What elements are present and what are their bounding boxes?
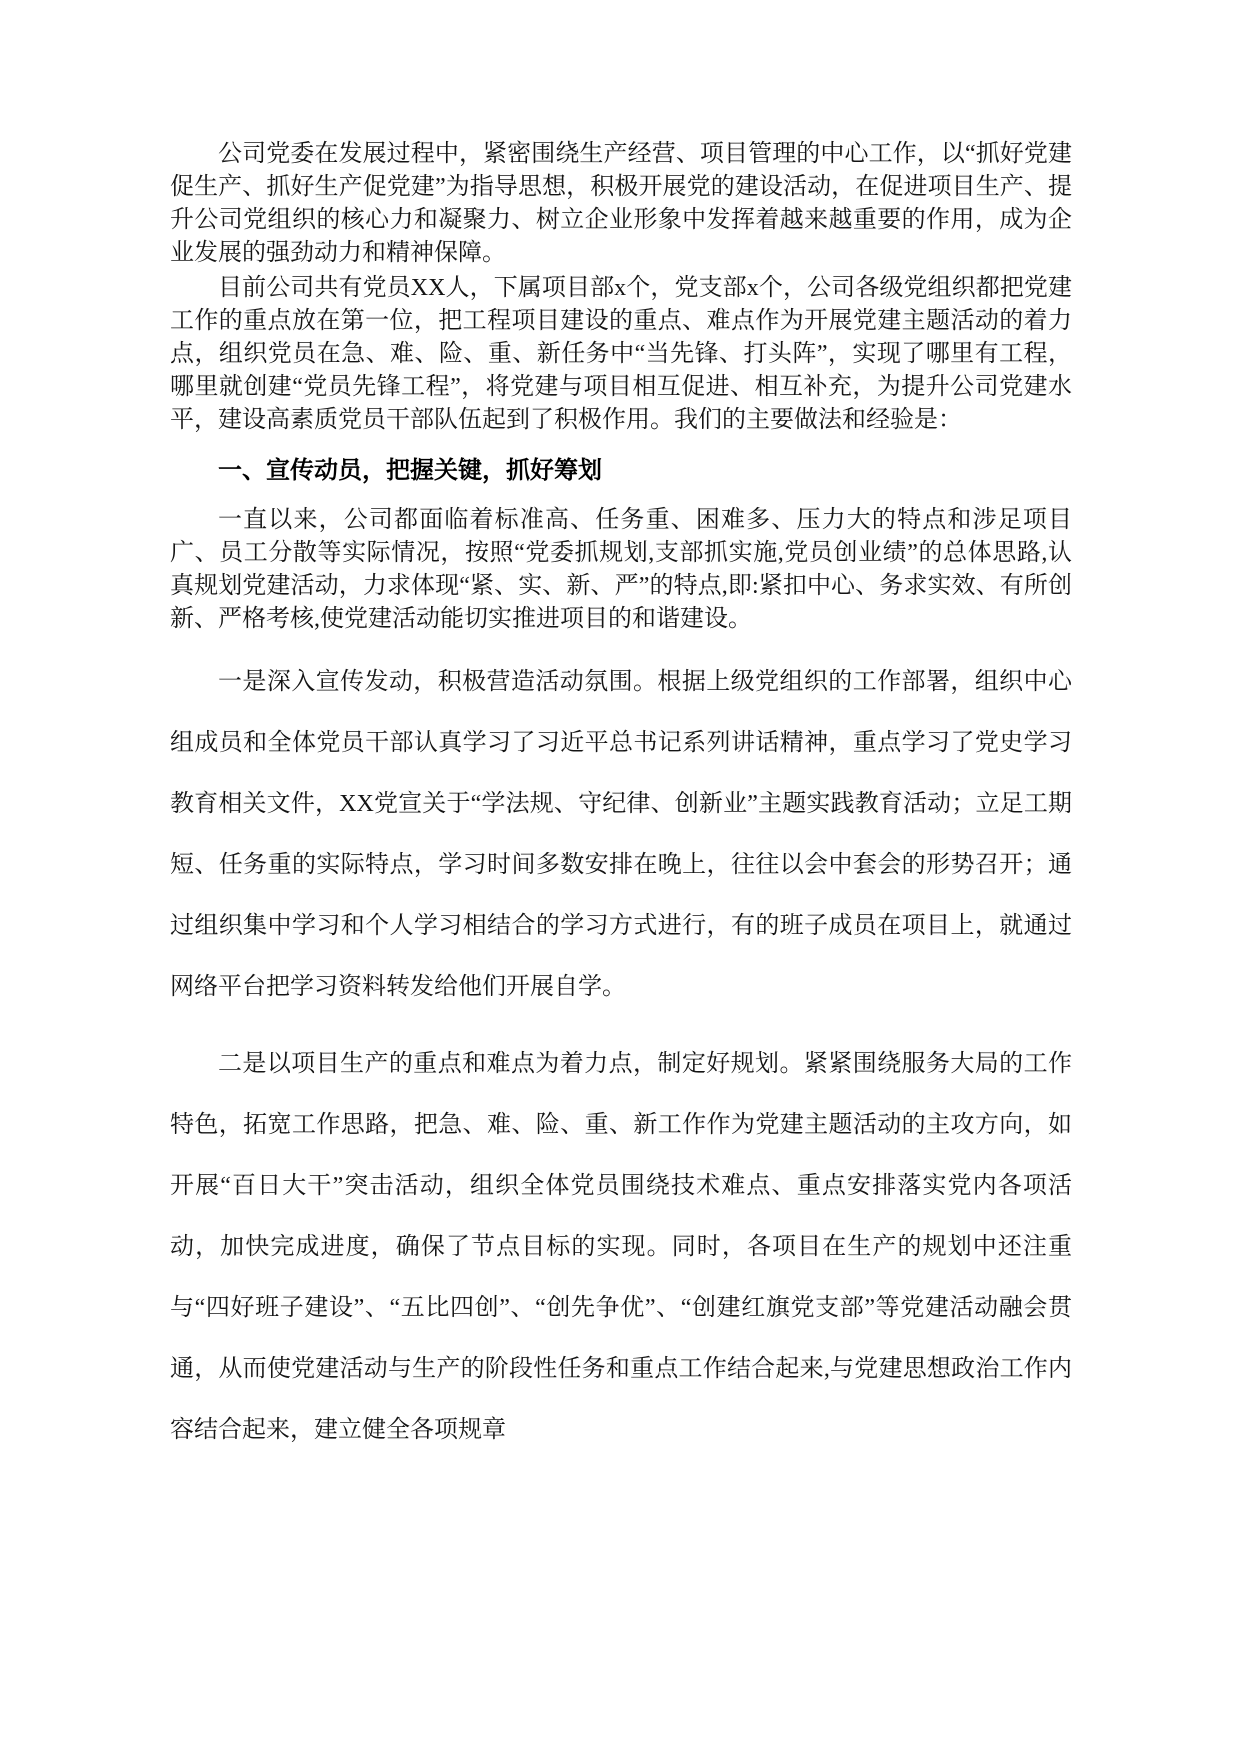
overview-paragraph: 目前公司共有党员XX人，下属项目部x个，党支部x个，公司各级党组织都把党建工作的重点放在第一位，把工程项目建设的重点、难点作为开展党建主题活动的着力点，组织党员在急、难、险、重、新任务中“当先锋、打头阵”，实现了哪里有工程，哪里就创建“党员先锋工程”，将党建与项目相互促进、相互补充，为提升公司党建水平，建设高素质党员干部队伍起到了积极作用。我们的主要做法和经验是： — [170, 275, 1072, 433]
intro-paragraph: 公司党委在发展过程中，紧密围绕生产经营、项目管理的中心工作，以“抓好党建促生产、抓好生产促党建”为指导思想，积极开展党的建设活动，在促进项目生产、提升公司党组织的核心力和凝聚力、树立企业形象中发挥着越来越重要的作用，成为企业发展的强劲动力和精神保障。 — [170, 141, 1072, 266]
section-one-heading: 一、宣传动员，把握关键，抓好筹划 — [218, 458, 602, 484]
point-one-paragraph: 一是深入宣传发动，积极营造活动氛围。根据上级党组织的工作部署，组织中心组成员和全体党员干部认真学习了习近平总书记系列讲话精神，重点学习了党史学习教育相关文件，XX党宣关于“学法规、守纪律、创新业”主题实践教育活动；立足工期短、任务重的实际特点，学习时间多数安排在晚上，往往以会中套会的形势召开；通过组织集中学习和个人学习相结合的学习方式进行，有的班子成员在项目上，就通过网络平台把学习资料转发给他们开展自学。 — [170, 669, 1072, 1000]
section-intro-paragraph: 一直以来，公司都面临着标准高、任务重、困难多、压力大的特点和涉足项目广、员工分散等实际情况，按照“党委抓规划,支部抓实施,党员创业绩”的总体思路,认真规划党建活动，力求体现“紧、实、新、严”的特点,即:紧扣中心、务求实效、有所创新、严格考核,使党建活动能切实推进项目的和谐建设。 — [170, 507, 1072, 632]
point-two-paragraph: 二是以项目生产的重点和难点为着力点，制定好规划。紧紧围绕服务大局的工作特色，拓宽工作思路，把急、难、险、重、新工作作为党建主题活动的主攻方向，如开展“百日大干”突击活动，组织全体党员围绕技术难点、重点安排落实党内各项活动，加快完成进度，确保了节点目标的实现。同时，各项目在生产的规划中还注重与“四好班子建设”、“五比四创”、“创先争优”、“创建红旗党支部”等党建活动融会贯通，从而使党建活动与生产的阶段性任务和重点工作结合起来,与党建思想政治工作内容结合起来，建立健全各项规章 — [170, 1051, 1072, 1443]
